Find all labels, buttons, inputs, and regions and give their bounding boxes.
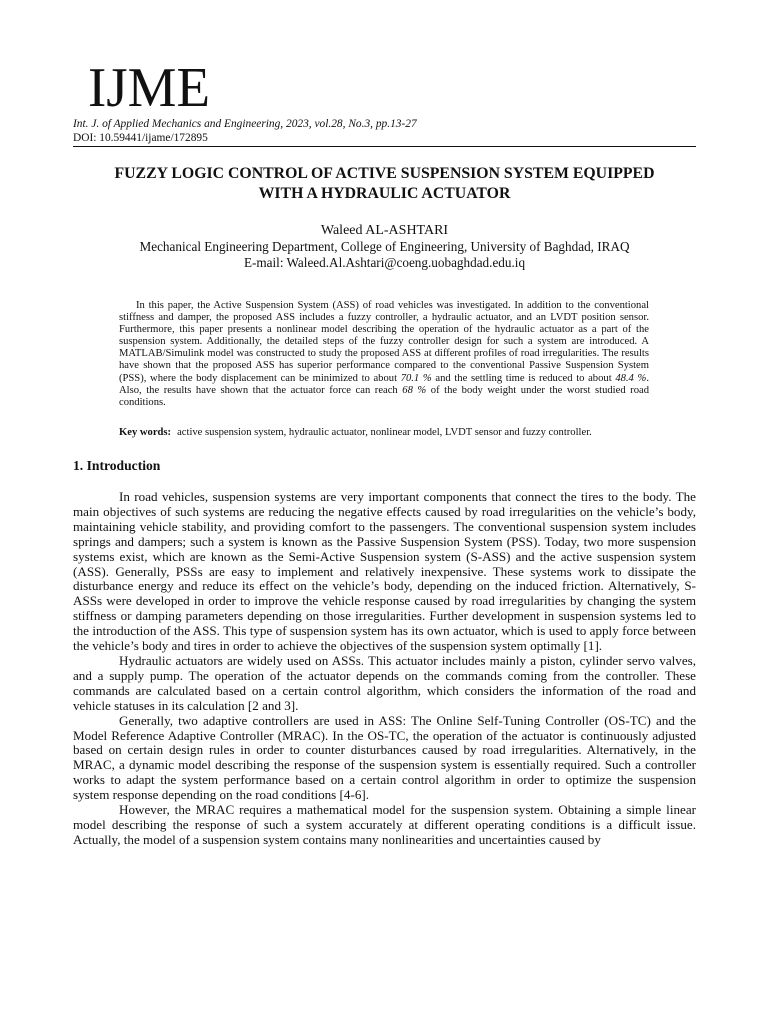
- abstract-value: 68 %: [402, 384, 427, 396]
- keywords-text: active suspension system, hydraulic actuator, nonlinear model, LVDT sensor and fuzzy controller.: [177, 427, 592, 438]
- keywords-label: Key words:: [119, 427, 172, 438]
- abstract-text: of the body weight under the worst studied road conditions.: [119, 384, 649, 408]
- abstract-value: 48.4 %: [615, 372, 647, 384]
- paper-title: [73, 164, 696, 204]
- abstract-text: In this paper, the Active Suspension System (ASS) of road vehicles was investigated. In addition to the conventional stiffness and damper, the proposed ASS includes a fuzzy controller, a hydraulic actuator, and an LVDT position sensor. Furthermore, this paper presents a nonlinear model describing the operation of the hydraulic actuator as a part of the suspension system. Additionally, the detailed steps of the fuzzy controller design for such a system are introduced. A MATLAB/Simulink model was constructed to study the proposed ASS at different profiles of road irregularities. The results have shown that the proposed ASS has superior performance compared to the conventional Passive Suspension System (PSS), where the body displacement can be minimized to about: [119, 300, 649, 384]
- author-email: E-mail: Waleed.Al.Ashtari@coeng.uobaghdad.edu.iq: [243, 255, 526, 270]
- abstract-value: 70.1 %: [400, 372, 432, 384]
- journal-logo-text: IJME: [88, 58, 210, 114]
- abstract: [119, 300, 649, 409]
- body-paragraph: Hydraulic actuators are widely used on ASSs. This actuator includes mainly a piston, cylinder servo valves, and a supply pump. The operation of the actuator depends on the commands coming from the controller. These commands are calculated based on a certain control algorithm, which considers the information of the road and vehicle statuses in its calculation [2 and 3].: [73, 652, 696, 713]
- journal-logo: [88, 58, 213, 114]
- body-paragraph: However, the MRAC requires a mathematical model for the suspension system. Obtaining a simple linear model describing the response of such a system accurately at different operating conditions is a difficult issue. Actually, the model of a suspension system contains many nonlinearities and uncertainties caused by: [73, 802, 696, 847]
- body-paragraph: Generally, two adaptive controllers are used in ASS: The Online Self-Tuning Controller (OS-TC) and the Model Reference Adaptive Controller (MRAC). In the OS-TC, the operation of the actuator is continuously adjusted based on certain design rules in order to counter disturbances caused by road irregularities. Alternatively, in the MRAC, a dynamic model describing the response of the suspension system is essentially required. Such a controller works to adapt the system performance based on a certain control algorithm in order to optimize the suspension system response depending on the road conditions [4-6].: [73, 712, 696, 803]
- abstract-text: . Also, the results have shown that the actuator force can reach: [119, 372, 649, 396]
- keywords: [119, 427, 679, 439]
- author-name: Waleed AL-ASHTARI: [320, 223, 449, 238]
- section-body: [73, 490, 696, 848]
- title-line-1: FUZZY LOGIC CONTROL OF ACTIVE SUSPENSION SYSTEM EQUIPPED: [114, 165, 655, 182]
- header-divider: [73, 146, 696, 147]
- section-heading: 1. Introduction: [73, 458, 161, 473]
- body-paragraph: In road vehicles, suspension systems are very important components that connect the tires to the body. The main objectives of such systems are reducing the negative effects caused by road irregularities on the vehicle’s body, maintaining vehicle stability, and providing comfort to the passengers. The conventional suspension system includes springs and dampers; such a system is known as the Passive Suspension System (PSS). Today, two more suspension systems exist, which are known as the Semi-Active Suspension system (S-ASS) and the active suspension system (ASS). Generally, PSSs are easy to implement and relatively inexpensive. These systems work to dissipate the disturbance energy and reduce its effect on the vehicle’s body, depending on the induced friction. Alternatively, S-ASSs were developed in order to improve the vehicle response caused by road irregularities by changing the system stiffness or damping parameters depending on those irregularities. Further development in suspension systems led to the introduction of the ASS. This type of suspension system has its own actuator, which is used to apply force between the vehicle’s body and tires in order to achieve the objectives of the suspension system optimally [1].: [73, 489, 696, 654]
- title-line-2: WITH A HYDRAULIC ACTUATOR: [258, 185, 511, 202]
- doi: DOI: 10.59441/ijame/172895: [73, 132, 208, 144]
- journal-citation: Int. J. of Applied Mechanics and Engineering, 2023, vol.28, No.3, pp.13-27: [73, 118, 417, 130]
- author-affiliation: Mechanical Engineering Department, College of Engineering, University of Baghdad, IRAQ: [139, 239, 630, 254]
- abstract-text: and the settling time is reduced to about: [431, 372, 616, 384]
